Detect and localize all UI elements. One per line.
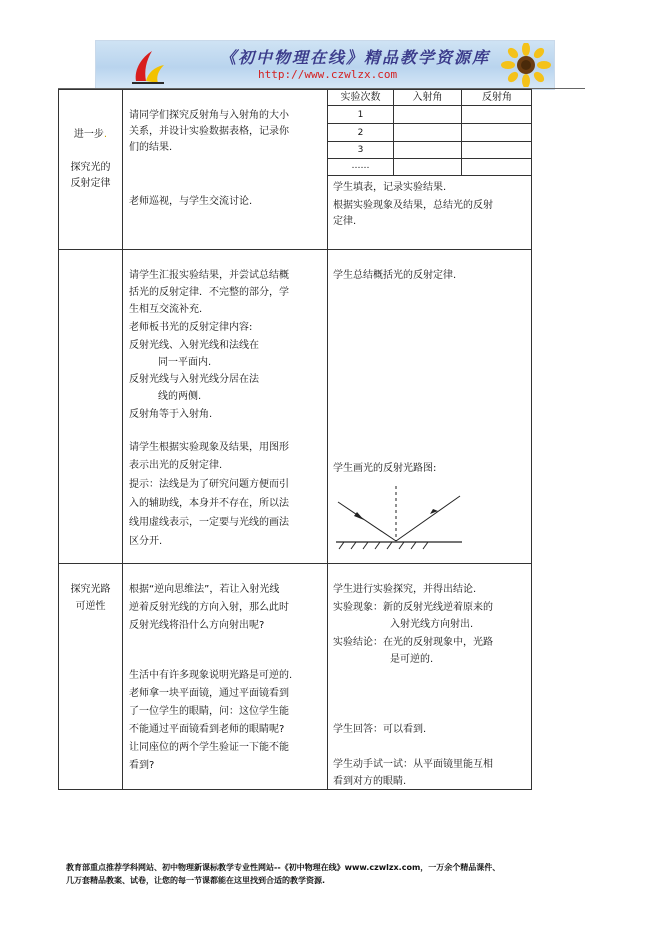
footer-line: 几万套精品教案、试卷，让您的每一节课都能在这里找到合适的教学资源.	[66, 876, 326, 885]
section2-teacher-text: 线的两侧.	[158, 391, 202, 402]
section3-label-line2: 可逆性	[75, 601, 106, 612]
section3-teacher-text: 看到?	[129, 760, 155, 771]
section2-student-text: 学生总结概括光的反射定律.	[333, 270, 457, 281]
table-row-label: 1	[357, 110, 364, 120]
section2-student-text: 学生画光的反射光路图:	[333, 463, 437, 474]
header-banner	[95, 40, 555, 90]
section2-teacher-text: 提示：法线是为了研究问题方便而引	[129, 479, 289, 490]
section2-teacher-text: 请学生汇报实验结果，并尝试总结概	[129, 270, 289, 281]
section3-student-text: 看到对方的眼睛.	[333, 776, 407, 787]
section1-student-text: 学生填表，记录实验结果.	[333, 182, 447, 193]
section3-student-text: 是可逆的.	[390, 654, 434, 665]
section1-student-text: 定律.	[333, 216, 357, 227]
section3-student-text: 实验现象：新的反射光线逆着原来的	[333, 602, 493, 613]
reflected-arrow-icon	[430, 509, 438, 514]
section3-teacher-text: 了一位学生的眼睛，问：这位学生能	[129, 706, 289, 717]
section1-teacher-text: 老师巡视，与学生交流讨论.	[129, 196, 253, 207]
table-row-label: 2	[357, 128, 364, 138]
section1-label: 进一步.	[73, 129, 108, 140]
section2-teacher-text: 反射角等于入射角.	[129, 409, 213, 420]
row-divider	[58, 249, 532, 250]
section2-teacher-text: 反射光线、入射光线和法线在	[129, 340, 259, 351]
section2-teacher-text: 反射光线与入射光线分居在法	[129, 374, 259, 385]
table-row-label: ……	[351, 161, 370, 171]
section3-teacher-text: 不能通过平面镜看到老师的眼睛呢?	[129, 724, 285, 735]
footer-line: 教育部重点推荐学科网站、初中物理新课标教学专业性网站--《初中物理在线》www.czwlzx.com，一万余个精品课件、	[66, 863, 501, 872]
incident-ray	[338, 502, 396, 541]
table-rule	[327, 141, 532, 142]
banner-url[interactable]: http://www.czwlzx.com	[258, 68, 398, 81]
section1-student-text: 根据实验现象及结果，总结光的反射	[333, 200, 493, 211]
section2-teacher-text: 线用虚线表示，一定要与光线的画法	[129, 517, 289, 528]
table-rule	[327, 123, 532, 124]
table-header-incident-angle: 入射角	[412, 92, 443, 103]
reflected-ray	[396, 496, 460, 541]
section3-student-text: 学生进行实验探究，并得出结论.	[333, 584, 477, 595]
page-footer	[66, 861, 500, 887]
section2-teacher-text: 同一平面内.	[158, 357, 212, 368]
section1-label-line3: 反射定律	[70, 178, 111, 189]
row-divider	[58, 563, 532, 564]
section2-teacher-text: 老师板书光的反射定律内容:	[129, 322, 253, 333]
section2-teacher-text: 区分开.	[129, 536, 163, 547]
sunflower-icon	[500, 43, 552, 87]
section3-teacher-text: 让同座位的两个学生验证一下能不能	[129, 742, 289, 753]
section3-student-text: 实验结论：在光的反射现象中，光路	[333, 637, 493, 648]
section3-teacher-text: 老师拿一块平面镜，通过平面镜看到	[129, 688, 289, 699]
section3-student-text: 入射光线方向射出.	[390, 619, 474, 630]
section3-student-text: 学生回答：可以看到.	[333, 724, 427, 735]
table-rule	[327, 175, 532, 176]
site-logo-icon	[128, 47, 168, 87]
section1-teacher-text: 关系，并设计实验数据表格，记录你	[129, 126, 289, 137]
section2-teacher-text: 生相互交流补充.	[129, 304, 203, 315]
mirror-hatching	[339, 542, 428, 549]
reflection-diagram	[334, 482, 464, 558]
column-divider	[122, 89, 123, 790]
section1-teacher-text: 们的结果.	[129, 142, 173, 153]
section3-teacher-text: 逆着反射光线的方向入射，那么此时	[129, 602, 289, 613]
section3-teacher-text: 根据“逆向思维法”，若让入射光线	[129, 584, 280, 595]
column-divider	[327, 89, 328, 790]
banner-title: 《初中物理在线》精品教学资源库	[220, 48, 491, 67]
section2-teacher-text: 括光的反射定律．不完整的部分，学	[129, 287, 289, 298]
section2-teacher-text: 请学生根据实验现象及结果，用图形	[129, 442, 289, 453]
section3-label-line1: 探究光路	[70, 584, 111, 595]
table-row-label: 3	[357, 145, 364, 155]
table-header-trial: 实验次数	[340, 92, 381, 103]
section3-teacher-text: 生活中有许多现象说明光路是可逆的.	[129, 670, 293, 681]
section1-label-line1: 进一步	[73, 129, 104, 140]
section1-teacher-text: 请同学们探究反射角与入射角的大小	[129, 110, 289, 121]
section3-teacher-text: 反射光线将沿什么方向射出呢?	[129, 620, 265, 631]
section1-label-line2: 探究光的	[70, 162, 111, 173]
section2-teacher-text: 表示出光的反射定律.	[129, 460, 223, 471]
section3-student-text: 学生动手试一试：从平面镜里能互相	[333, 759, 493, 770]
table-rule	[327, 105, 532, 106]
table-header-reflection-angle: 反射角	[482, 92, 512, 103]
section2-teacher-text: 入的辅助线，本身并不存在，所以法	[129, 498, 289, 509]
